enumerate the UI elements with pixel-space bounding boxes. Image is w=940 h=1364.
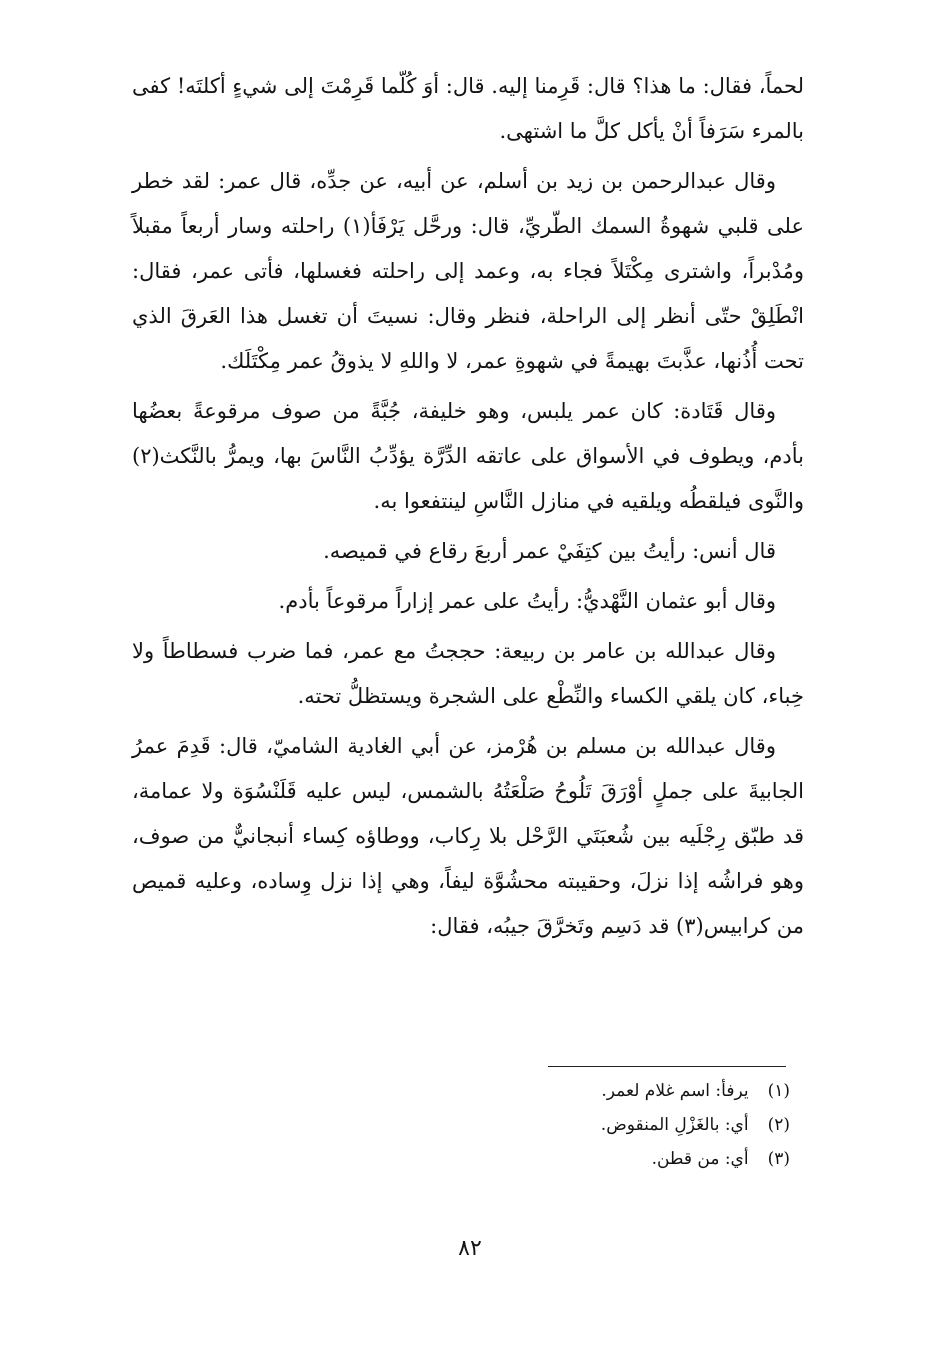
paragraph: وقال عبدالرحمن بن زيد بن أسلم، عن أبيه، عن جدِّه، قال عمر: لقد خطر على قلبي شهوةُ السمك الطّريِّ، قال: ورحَّل يَرْفَأ(١) راحلته وسار أربعاً مقبلاً ومُدْبراً، واشترى مِكْتَلاً فجاء به، وعمد إلى راحلته فغسلها، فأتى عمر، فقال: انْطَلِقْ حتّى أنظر إلى الراحلة، فنظر وقال: نسيتَ أن تغسل هذا العَرقَ الذي تحت أُذُنها، عذَّبتَ بهيمةً في شهوةِ عمر، لا واللهِ لا يذوقُ عمر مِكْتَلَك. — [132, 169, 804, 373]
footnote-text: يرفأ: اسم غلام لعمر. — [601, 1081, 749, 1101]
footnote-number: (٣) — [767, 1149, 790, 1169]
footnote-divider — [548, 1066, 786, 1067]
paragraph: وقال عبدالله بن عامر بن ربيعة: حججتُ مع عمر، فما ضرب فسطاطاً ولا خِباء، كان يلقي الكساء والنِّطْع على الشجرة ويستظلُّ تحته. — [132, 639, 804, 708]
body-text — [132, 64, 804, 949]
footnote — [330, 1108, 790, 1142]
paragraph: وقال قَتَادة: كان عمر يلبس، وهو خليفة، جُبَّةً من صوف مرقوعةً بعضُها بأدم، ويطوف في الأسواق على عاتقه الدِّرَّة يؤدِّبُ النَّاسَ بها، ويمرُّ بالنَّكث(٢) والنَّوى فيلقطُه ويلقيه في منازل النَّاسِ لينتفعوا به. — [132, 399, 804, 513]
footnote-number: (٢) — [767, 1115, 790, 1135]
footnote-text: أي: بالغَزْلِ المنقوض. — [600, 1115, 749, 1135]
footnote-text: أي: من قطن. — [651, 1149, 749, 1169]
paragraph: وقال أبو عثمان النَّهْديُّ: رأيتُ على عمر إزاراً مرقوعاً بأدم. — [278, 589, 776, 613]
paragraph: لحماً، فقال: ما هذا؟ قال: قَرِمنا إليه. قال: أوَ كُلّما قَرِمْتَ إلى شيءٍ أكلتَه! كفى بالمرء سَرَفاً أنْ يأكل كلَّ ما اشتهى. — [132, 74, 804, 143]
paragraph: وقال عبدالله بن مسلم بن هُرْمز، عن أبي الغادية الشاميّ، قال: قَدِمَ عمرُ الجابيةَ على جملٍ أوْرَقَ تَلُوحُ صَلْعَتُهُ بالشمس، ليس عليه قَلَنْسُوَة ولا عمامة، قد طبّق رِجْلَيه بين شُعبَتَي الرَّحْل بلا رِكاب، ووطاؤه كِساء أنبجانيٌّ من صوف، وهو فراشُه إذا نزلَ، وحقيبته محشُوَّة ليفاً، وهي إذا نزل وِساده، وعليه قميص من كرابيس(٣) قد دَسِم وتَخرَّقَ جيبُه، فقال: — [132, 734, 804, 938]
footnote-number: (١) — [767, 1081, 790, 1101]
page-number: ٨٢ — [458, 1236, 482, 1261]
footnote — [330, 1074, 790, 1108]
footnote — [330, 1142, 790, 1176]
paragraph: قال أنس: رأيتُ بين كتِفَيْ عمر أربعَ رقاع في قميصه. — [323, 539, 776, 563]
footnotes — [330, 1074, 790, 1176]
